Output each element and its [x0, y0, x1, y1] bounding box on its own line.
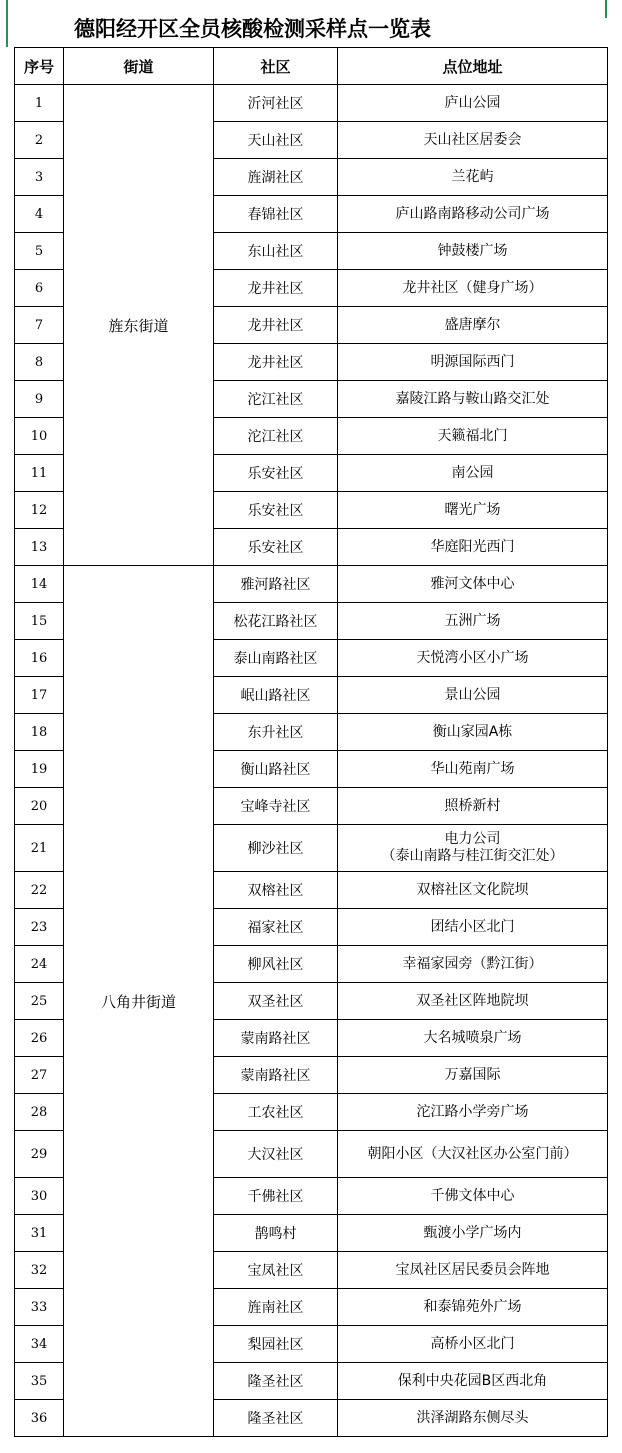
location-cell — [338, 1326, 608, 1363]
location-line: 庐山路南路移动公司广场 — [395, 205, 550, 222]
community-cell: 龙井社区 — [214, 344, 338, 381]
location-cell — [338, 344, 608, 381]
header-seq: 序号 — [15, 48, 64, 85]
location-line: 双榕社区文化院坝 — [416, 881, 529, 898]
location-cell — [338, 1215, 608, 1252]
location-line: 天山社区居委会 — [423, 131, 522, 148]
community-cell: 东升社区 — [214, 714, 338, 751]
location-line: 团结小区北门 — [430, 918, 515, 935]
location-cell — [338, 455, 608, 492]
location-cell — [338, 1289, 608, 1326]
seq-cell: 3 — [15, 159, 64, 196]
community-cell: 泰山南路社区 — [214, 640, 338, 677]
seq-cell: 13 — [15, 529, 64, 566]
location-line: 雅河文体中心 — [430, 575, 515, 592]
seq-cell: 1 — [15, 85, 64, 122]
seq-cell: 2 — [15, 122, 64, 159]
community-cell: 柳沙社区 — [214, 825, 338, 872]
location-line: 和泰锦苑外广场 — [423, 1298, 522, 1315]
street-cell: 旌东街道 — [64, 85, 214, 566]
community-cell: 沱江社区 — [214, 418, 338, 455]
community-cell: 岷山路社区 — [214, 677, 338, 714]
seq-cell: 16 — [15, 640, 64, 677]
location-line: 华庭阳光西门 — [430, 538, 515, 555]
table-row — [15, 85, 608, 122]
location-cell — [338, 122, 608, 159]
seq-cell: 14 — [15, 566, 64, 603]
location-line: 朝阳小区（大汉社区办公室门前） — [367, 1145, 578, 1162]
location-line: 大名城喷泉广场 — [423, 1029, 522, 1046]
location-line: 钟鼓楼广场 — [437, 242, 508, 259]
community-cell: 龙井社区 — [214, 270, 338, 307]
location-cell — [338, 566, 608, 603]
location-line: 曙光广场 — [444, 501, 501, 518]
location-line: 宝凤社区居民委员会阵地 — [395, 1261, 550, 1278]
location-cell — [338, 788, 608, 825]
community-cell: 梨园社区 — [214, 1326, 338, 1363]
location-line: 幸福家园旁（黔江街） — [402, 955, 543, 972]
header-community: 社区 — [214, 48, 338, 85]
location-cell — [338, 640, 608, 677]
location-line: 嘉陵江路与鞍山路交汇处 — [395, 390, 550, 407]
community-cell: 柳风社区 — [214, 946, 338, 983]
seq-cell: 20 — [15, 788, 64, 825]
location-cell — [338, 1252, 608, 1289]
location-line: 双圣社区阵地院坝 — [416, 992, 529, 1009]
seq-cell: 19 — [15, 751, 64, 788]
location-line: 洪泽湖路东侧尽头 — [416, 1409, 529, 1426]
location-line: 五洲广场 — [444, 612, 501, 629]
seq-cell: 27 — [15, 1057, 64, 1094]
location-line: 华山苑南广场 — [430, 760, 515, 777]
community-cell: 雅河路社区 — [214, 566, 338, 603]
seq-cell: 28 — [15, 1094, 64, 1131]
title-right-rule — [605, 0, 607, 18]
seq-cell: 4 — [15, 196, 64, 233]
community-cell: 宝凤社区 — [214, 1252, 338, 1289]
seq-cell: 7 — [15, 307, 64, 344]
location-cell — [338, 1020, 608, 1057]
seq-cell: 29 — [15, 1131, 64, 1178]
location-cell — [338, 233, 608, 270]
location-cell — [338, 1363, 608, 1400]
seq-cell: 15 — [15, 603, 64, 640]
location-line: 盛唐摩尔 — [444, 316, 501, 333]
seq-cell: 30 — [15, 1178, 64, 1215]
community-cell: 乐安社区 — [214, 455, 338, 492]
seq-cell: 36 — [15, 1400, 64, 1437]
location-line: （泰山南路与桂江街交汇处） — [381, 848, 564, 864]
page-title: 德阳经开区全员核酸检测采样点一览表 — [74, 16, 431, 41]
community-cell: 千佛社区 — [214, 1178, 338, 1215]
location-cell — [338, 1057, 608, 1094]
seq-cell: 21 — [15, 825, 64, 872]
location-line: 万嘉国际 — [444, 1066, 501, 1083]
community-cell: 宝峰寺社区 — [214, 788, 338, 825]
seq-cell: 34 — [15, 1326, 64, 1363]
location-cell — [338, 677, 608, 714]
header-location: 点位地址 — [338, 48, 608, 85]
seq-cell: 35 — [15, 1363, 64, 1400]
community-cell: 工农社区 — [214, 1094, 338, 1131]
community-cell: 旌南社区 — [214, 1289, 338, 1326]
table-row — [15, 566, 608, 603]
seq-cell: 6 — [15, 270, 64, 307]
location-cell — [338, 85, 608, 122]
community-cell: 龙井社区 — [214, 307, 338, 344]
location-line: 沱江路小学旁广场 — [416, 1103, 529, 1120]
location-cell — [338, 603, 608, 640]
community-cell: 隆圣社区 — [214, 1363, 338, 1400]
location-cell — [338, 909, 608, 946]
location-cell — [338, 196, 608, 233]
seq-cell: 31 — [15, 1215, 64, 1252]
header-street: 街道 — [64, 48, 214, 85]
seq-cell: 24 — [15, 946, 64, 983]
location-cell — [338, 418, 608, 455]
location-cell — [338, 1400, 608, 1437]
location-cell — [338, 872, 608, 909]
community-cell: 春锦社区 — [214, 196, 338, 233]
community-cell: 沱江社区 — [214, 381, 338, 418]
seq-cell: 17 — [15, 677, 64, 714]
community-cell: 东山社区 — [214, 233, 338, 270]
street-cell: 八角井街道 — [64, 566, 214, 1437]
community-cell: 鹊鸣村 — [214, 1215, 338, 1252]
location-line: 景山公园 — [444, 686, 501, 703]
location-line: 庐山公园 — [444, 94, 501, 111]
table-body — [15, 85, 608, 1437]
location-cell — [338, 159, 608, 196]
location-line: 电力公司 — [444, 831, 501, 847]
location-cell — [338, 983, 608, 1020]
location-line: 龙井社区（健身广场） — [402, 279, 543, 296]
location-line: 甄渡小学广场内 — [423, 1224, 522, 1241]
location-line: 千佛文体中心 — [430, 1187, 515, 1204]
community-cell: 乐安社区 — [214, 529, 338, 566]
seq-cell: 11 — [15, 455, 64, 492]
location-line: 天籁福北门 — [437, 427, 508, 444]
seq-cell: 32 — [15, 1252, 64, 1289]
community-cell: 沂河社区 — [214, 85, 338, 122]
location-cell — [338, 270, 608, 307]
location-line: 高桥小区北门 — [430, 1335, 515, 1352]
community-cell: 旌湖社区 — [214, 159, 338, 196]
location-cell — [338, 1094, 608, 1131]
community-cell: 乐安社区 — [214, 492, 338, 529]
table-header-row — [15, 48, 608, 85]
community-cell: 衡山路社区 — [214, 751, 338, 788]
seq-cell: 18 — [15, 714, 64, 751]
location-cell — [338, 714, 608, 751]
location-cell — [338, 946, 608, 983]
location-line: 衡山家园A栋 — [432, 723, 513, 740]
community-cell: 福家社区 — [214, 909, 338, 946]
seq-cell: 9 — [15, 381, 64, 418]
seq-cell: 33 — [15, 1289, 64, 1326]
location-line: 保利中央花园B区西北角 — [397, 1372, 548, 1389]
location-cell — [338, 381, 608, 418]
location-cell — [338, 1178, 608, 1215]
location-cell — [338, 751, 608, 788]
location-line: 天悦湾小区小广场 — [416, 649, 529, 666]
location-cell — [338, 825, 608, 872]
seq-cell: 12 — [15, 492, 64, 529]
location-cell — [338, 492, 608, 529]
location-line: 兰花屿 — [451, 168, 494, 185]
location-line: 南公园 — [451, 464, 494, 481]
community-cell: 隆圣社区 — [214, 1400, 338, 1437]
location-line: 明源国际西门 — [430, 353, 515, 370]
seq-cell: 10 — [15, 418, 64, 455]
community-cell: 蒙南路社区 — [214, 1020, 338, 1057]
seq-cell: 22 — [15, 872, 64, 909]
community-cell: 天山社区 — [214, 122, 338, 159]
seq-cell: 5 — [15, 233, 64, 270]
community-cell: 大汉社区 — [214, 1131, 338, 1178]
community-cell: 双圣社区 — [214, 983, 338, 1020]
seq-cell: 23 — [15, 909, 64, 946]
community-cell: 蒙南路社区 — [214, 1057, 338, 1094]
sampling-points-table — [14, 47, 608, 1437]
community-cell: 双榕社区 — [214, 872, 338, 909]
seq-cell: 26 — [15, 1020, 64, 1057]
location-cell — [338, 529, 608, 566]
location-cell — [338, 1131, 608, 1178]
location-cell — [338, 307, 608, 344]
community-cell: 松花江路社区 — [214, 603, 338, 640]
seq-cell: 25 — [15, 983, 64, 1020]
seq-cell: 8 — [15, 344, 64, 381]
location-line: 照桥新村 — [444, 797, 501, 814]
